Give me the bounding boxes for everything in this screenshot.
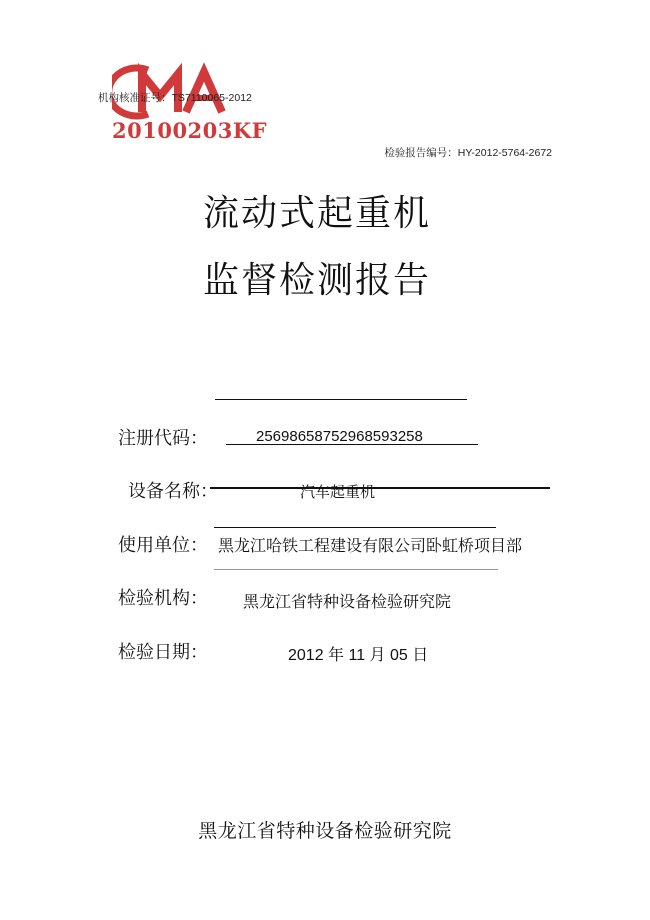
title-line-2: 监督检测报告 — [202, 260, 431, 301]
title-underline — [215, 399, 467, 400]
institution-value: 黑龙江省特种设备检验研究院 — [243, 592, 452, 611]
registration-label: 注册代码： — [118, 428, 208, 449]
registration-underline — [226, 444, 478, 445]
title-line-1: 流动式起重机 — [202, 193, 431, 234]
user-underline — [214, 569, 498, 570]
date-label: 检验日期： — [118, 642, 208, 663]
issuer-footer: 黑龙江省特种设备检验研究院 — [198, 820, 452, 842]
equipment-underline — [210, 487, 550, 489]
user-overline — [214, 527, 496, 528]
report-number: 检验报告编号：HY-2012-5764-2672 — [384, 147, 552, 159]
registration-value: 25698658752968593258 — [256, 428, 423, 445]
approval-number: 机构核准证号：TS7110065-2012 — [98, 92, 252, 104]
institution-label: 检验机构： — [118, 588, 208, 609]
user-label: 使用单位： — [118, 535, 208, 556]
seal-code: 20100203KF — [112, 118, 268, 143]
cma-seal — [112, 62, 268, 148]
equipment-value: 汽车起重机 — [300, 483, 376, 501]
date-value: 2012 年 11 月 05 日 — [288, 647, 429, 664]
equipment-label: 设备名称： — [128, 481, 218, 502]
user-value: 黑龙江哈铁工程建设有限公司卧虹桥项目部 — [218, 536, 523, 555]
